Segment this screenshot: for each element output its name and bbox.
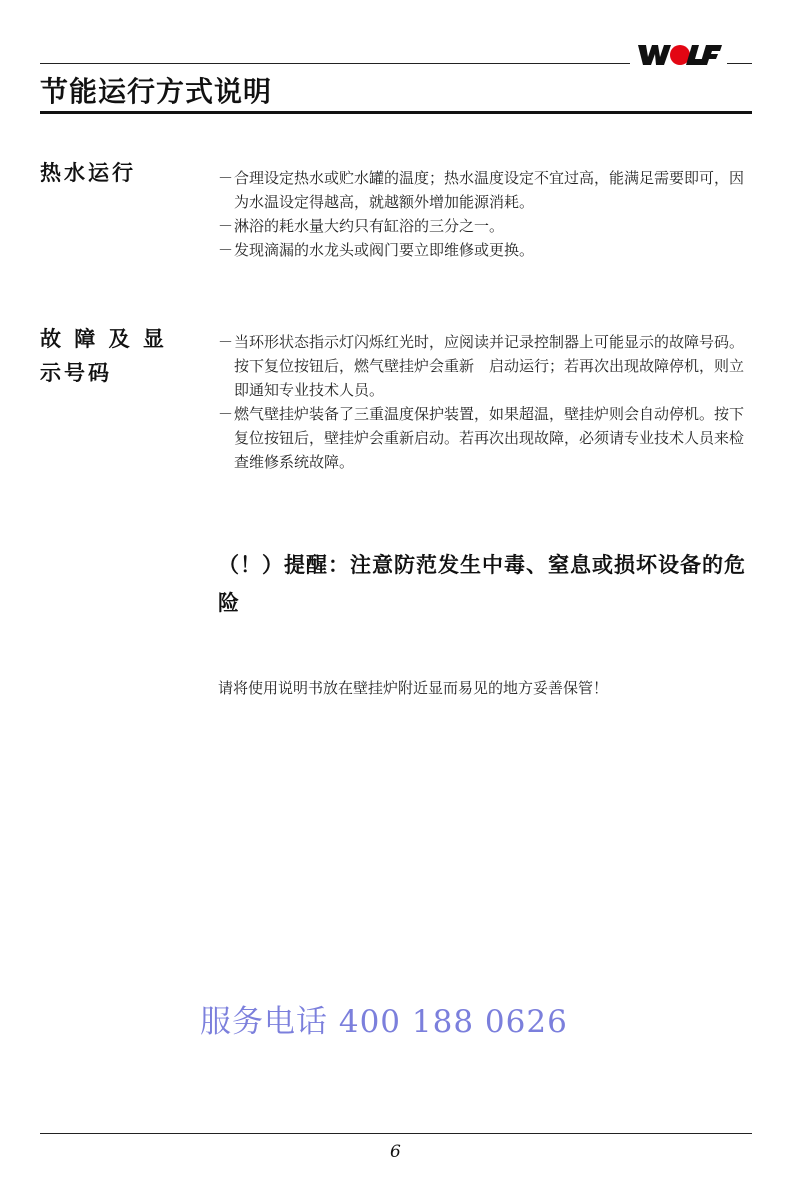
dash-bullet: － [218,241,234,259]
dash-bullet: － [218,169,234,187]
header-top-rule-right [727,63,752,64]
dash-bullet: － [218,405,234,423]
title-rule [40,111,752,114]
list-item [218,214,756,238]
list-item-text: 发现滴漏的水龙头或阀门要立即维修或更换。 [234,241,535,259]
list-item [218,166,756,214]
warning-notice: （！）提醒：注意防范发生中毒、窒息或损坏设备的危险 [218,552,746,615]
section-heading-fault-codes [40,322,167,390]
wolf-logo [634,43,724,67]
section-heading-line: 示号码 [40,360,112,385]
section-heading-hot-water [40,156,136,190]
section-heading-line: 故 障 及 显 [40,326,167,351]
section-body-hot-water [218,166,756,262]
list-item [218,330,756,402]
list-item [218,238,756,262]
list-item [218,402,756,474]
dash-bullet: － [218,333,234,351]
footer-rule [40,1133,752,1134]
list-item-text: 合理设定热水或贮水罐的温度；热水温度设定不宜过高，能满足需要即可，因为水温设定得越高，就越额外增加能源消耗。 [234,169,745,211]
list-item-text: 燃气壁挂炉装备了三重温度保护装置，如果超温，壁挂炉则会自动停机。按下复位按钮后，壁挂炉会重新启动。若再次出现故障，必须请专业技术人员来检查维修系统故障。 [234,405,745,471]
storage-note: 请将使用说明书放在壁挂炉附近显而易见的地方妥善保管！ [218,679,609,697]
dash-bullet: － [218,217,234,235]
header-top-rule [40,63,630,64]
list-item-text: 淋浴的耗水量大约只有缸浴的三分之一。 [234,217,505,235]
page-title: 节能运行方式说明 [40,75,273,108]
list-item-text: 当环形状态指示灯闪烁红光时，应阅读并记录控制器上可能显示的故障号码。按下复位按钮后，燃气壁挂炉会重新 启动运行；若再次出现故障停机，则立即通知专业技术人员。 [234,333,745,399]
section-heading-line: 热水运行 [40,160,136,185]
page-number: 6 [390,1142,401,1162]
section-body-fault-codes [218,330,756,474]
service-hotline: 服务电话 400 188 0626 [200,1004,568,1040]
